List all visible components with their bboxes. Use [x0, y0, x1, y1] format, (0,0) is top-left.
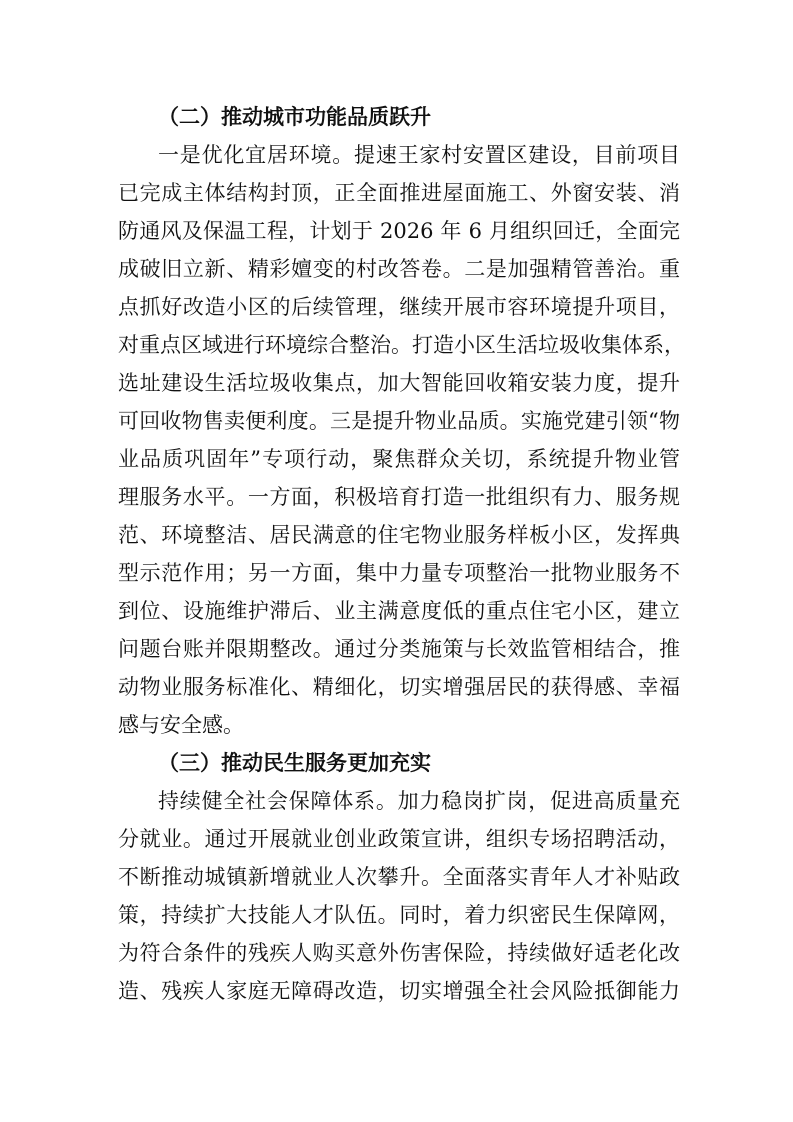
section-2-paragraph — [118, 136, 685, 744]
paragraph-line: 为符合条件的残疾人购买意外伤害保险，持续做好适老化改 — [118, 941, 680, 965]
section-3-heading: （三）推动民生服务更加充实 — [158, 751, 431, 775]
section-2-heading: （二）推动城市功能品质跃升 — [158, 105, 431, 129]
paragraph-line: 成破旧立新、精彩嬗变的村改答卷。二是加强精管善治。重 — [118, 257, 680, 281]
paragraph-line: 问题台账并限期整改。通过分类施策与长效监管相结合，推 — [118, 637, 680, 661]
paragraph-line: 动物业服务标准化、精细化，切实增强居民的获得感、幸福 — [118, 675, 680, 699]
paragraph-line: 可回收物售卖便利度。三是提升物业品质。实施党建引领“物 — [118, 409, 680, 433]
section-3-paragraph — [118, 782, 680, 1010]
paragraph-line: 一是优化宜居环境。提速王家村安置区建设，目前项目 — [158, 143, 680, 167]
paragraph-line: 不断推动城镇新增就业人次攀升。全面落实青年人才补贴政 — [118, 865, 680, 889]
paragraph-line: 对重点区域进行环境综合整治。打造小区生活垃圾收集体系， — [118, 333, 685, 357]
paragraph-line: 型示范作用；另一方面，集中力量专项整治一批物业服务不 — [118, 561, 680, 585]
paragraph-line: 业品质巩固年”专项行动，聚焦群众关切，系统提升物业管 — [118, 447, 680, 471]
paragraph-line: 已完成主体结构封顶，正全面推进屋面施工、外窗安装、消 — [118, 181, 680, 205]
document-body — [118, 98, 685, 1010]
paragraph-line: 分就业。通过开展就业创业政策宣讲，组织专场招聘活动， — [118, 827, 680, 851]
paragraph-line: 到位、设施维护滞后、业主满意度低的重点住宅小区，建立 — [118, 599, 680, 623]
paragraph-line: 持续健全社会保障体系。加力稳岗扩岗，促进高质量充 — [158, 789, 680, 813]
paragraph-line: 点抓好改造小区的后续管理，继续开展市容环境提升项目， — [118, 295, 680, 319]
paragraph-line: 感与安全感。 — [118, 713, 244, 737]
paragraph-line: 策，持续扩大技能人才队伍。同时，着力织密民生保障网， — [118, 903, 680, 927]
paragraph-line: 选址建设生活垃圾收集点，加大智能回收箱安装力度，提升 — [118, 371, 680, 395]
paragraph-line: 理服务水平。一方面，积极培育打造一批组织有力、服务规 — [118, 485, 680, 509]
paragraph-line: 范、环境整洁、居民满意的住宅物业服务样板小区，发挥典 — [118, 523, 680, 547]
paragraph-line: 防通风及保温工程，计划于 2026 年 6 月组织回迁，全面完 — [118, 219, 680, 243]
paragraph-line: 造、残疾人家庭无障碍改造，切实增强全社会风险抵御能力 — [118, 979, 680, 1003]
